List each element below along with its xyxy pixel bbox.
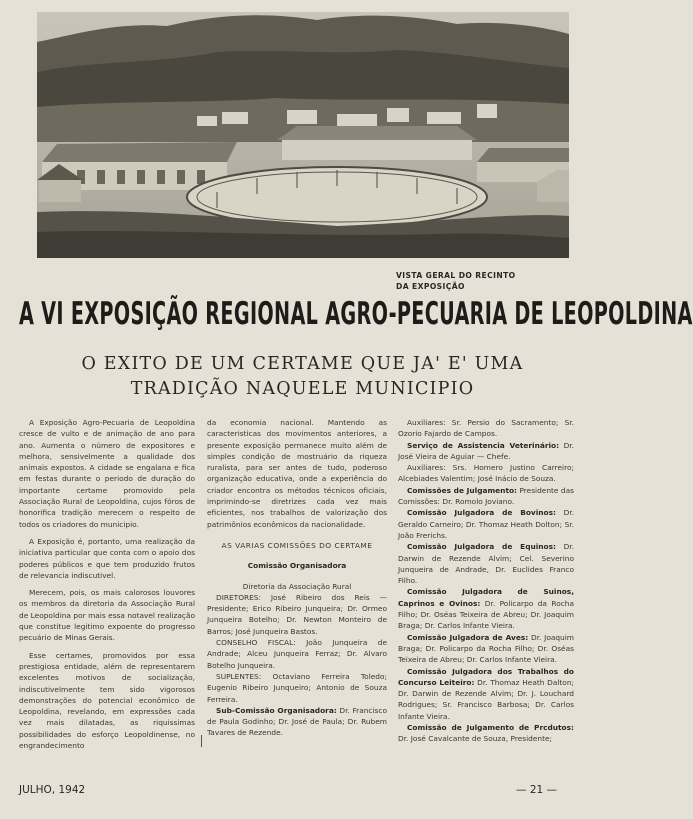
article-subheadline: [40, 352, 565, 402]
text-column-3: [398, 417, 574, 745]
page-number: — 21 —: [516, 784, 558, 796]
bovine-entry: [398, 507, 574, 541]
col1-paragraph-4: Esse certames, promovidos por essa prestigiosa entidade, além de representarem excelentes motivos de socialização, indiscutivelmente tem sido vigorosos demonstrações do potencial econômico de Leopoldina, revelando, em expressões cada vez mais dilatadas, as riquissimas possibilidades do esforço Leopoldinense, no engrandecimento: [19, 650, 195, 751]
swine-text: Dr. Policarpo da Rocha Filho; Dr. Oséas Teixeira de Abreu; Dr. Joaquim Braga; Dr. Carlos Infante Vieira.: [398, 598, 574, 631]
poultry-text: Dr. Joaquim Braga; Dr. Policarpo da Rocha Filho; Dr. Oséas Teixeira de Abreu; Dr. Carlos Infante Vieira.: [398, 632, 574, 665]
judging-label: Comissões de Julgamento:: [407, 485, 518, 495]
dairy-text: Dr. Thomaz Heath Dalton; Dr. Darwin de Rezende Alvim; Dr. J. Louchard Rodrigues; Sr. Francisco Barbosa; Dr. Carlos Infante Vieira.: [398, 677, 574, 721]
bovine-text: Dr. Geraldo Carneiro; Dr. Thomaz Heath Dolton; Sr. João Frerichs.: [398, 508, 574, 540]
swine-entry: [398, 586, 574, 631]
swine-label: Comissão Julgadora de Suinos, Caprinos e Ovinos:: [398, 587, 574, 608]
auxiliaries-1: Auxiliares: Sr. Persio do Sacramento; Sr. Ozorio Fajardo de Campos.: [398, 418, 574, 439]
judging-text: Presidente das Comissões: Dr. Romolo Joviano.: [398, 485, 574, 507]
section-heading: AS VARIAS COMISSÕES DO CERTAME: [221, 540, 373, 550]
fiscal-council-list: CONSELHO FISCAL: João Junqueira de Andrade; Alceu Junqueira Ferraz; Dr. Alvaro Botelho Junqueira.: [207, 638, 387, 670]
article-headline: A VI EXPOSIÇÃO REGIONAL AGRO-PECUARIA DE LEOPOLDINA: [19, 296, 693, 332]
text-column-2: [207, 417, 387, 739]
exhibition-grounds-photo: [37, 12, 569, 258]
auxiliaries-2: Auxiliares: Srs. Homero Justino Carreiro; Alcebiades Valentim; José Inácio de Souza.: [398, 463, 574, 484]
column-divider-mark: [201, 735, 202, 747]
equine-entry: [398, 541, 574, 586]
sub-commission-text: Dr. Francisco de Paula Godinho; Dr. José de Paula; Dr. Rubem Tavares de Rezende.: [207, 705, 387, 738]
poultry-entry: [398, 632, 574, 666]
vet-service-label: Serviço de Assistencia Veterinário:: [407, 440, 560, 450]
poultry-label: Comissão Julgadora de Aves:: [407, 632, 529, 642]
text-column-1: [19, 417, 195, 751]
judging-entry: [398, 485, 574, 508]
vet-service-text: Dr. José Vieira de Aguiar — Chefe.: [398, 440, 574, 461]
col1-paragraph-2: A Exposição é, portanto, uma realização da iniciativa particular que conta com o apoio dos poderes públicos e que tem produzido frutos de relevancia indiscutivel.: [19, 536, 195, 580]
sub-commission-label: Sub-Comissão Organisadora:: [216, 705, 337, 715]
products-text: Dr. José Cavalcante de Souza, Presidente;: [398, 734, 553, 744]
issue-date: JULHO, 1942: [19, 784, 86, 796]
equine-label: Comissão Julgadora de Equinos:: [407, 542, 556, 552]
products-label: Comissão de Julgamento de Prcdutos:: [407, 723, 574, 733]
dairy-entry: [398, 666, 574, 722]
vet-service-entry: [398, 440, 574, 463]
photo-caption: [396, 271, 566, 292]
col2-paragraph-1: da economia nacional. Mantendo as caracteristicas dos movimentos anteriores, a presente exposição permanece muito além de simples condição de mostruário da riqueza ruralista, para ser antes de tudo, poderoso organização educativa, onde a experiência do criador encontra os métodos técnicos oficiais, imprimindo-se diretrizes cada vez mais eficientes, nos trabalhos de valorização dos patrimônios econômicos da nacionalidade.: [207, 418, 387, 529]
col1-paragraph-1: A Exposição Agro-Pecuaria de Leopoldina cresce de vulto e de animação de ano para ano. Aumenta o número de expositores e melhora, sensivelmente a qualidade dos animais expostos. A cidade se engalana e fica em festas durante o periodo de duração do importante certame promovido pela Associação Rural de Leopoldina, cujos fóros de honorifica tradição merecem o respeito de todos os criadores do municipio.: [19, 418, 195, 529]
products-entry: [398, 722, 574, 745]
association-heading: Diretoria da Associação Rural: [242, 581, 352, 591]
sub-commission-entry: [207, 705, 387, 739]
directors-list: DIRETORES: José Ribeiro dos Reis — Presidente; Erico Ribeiro Junqueira; Dr. Ormeo Junqueira Botelho; Dr. Newton Monteiro de Barros; José Junqueira Bastos.: [207, 592, 387, 636]
col1-paragraph-3: Merecem, pois, os mais calorosos louvores os membros da diretoria da Associação Rural de Leopoldina por mais essa notavel realização que constitue legitimo expoente do progresso pecuário de Minas Gerais.: [19, 588, 195, 643]
bovine-label: Comissão Julgadora de Bovinos:: [407, 508, 556, 518]
dairy-label: Comissão Julgadora dos Trabalhos do Concurso Leiteiro:: [398, 666, 574, 687]
caption-line-2: DA EXPOSIÇÃO: [396, 281, 465, 291]
equine-text: Dr. Darwin de Rezende Alvim; Cel. Severino Junqueira de Andrade, Dr. Euclides Franco Filho.: [398, 542, 574, 586]
subhead-line-2: TRADIÇÃO NAQUELE MUNICIPIO: [130, 379, 475, 399]
caption-line-1: VISTA GERAL DO RECINTO: [396, 271, 516, 280]
substitutes-list: SUPLENTES: Octaviano Ferreira Toledo; Eugenio Ribeiro Junqueiro; Antonio de Souza Ferreira.: [207, 671, 387, 704]
subhead-line-1: O EXITO DE UM CERTAME QUE JA' E' UMA: [81, 354, 524, 374]
commission-heading: Comissão Organisadora: [247, 561, 347, 571]
